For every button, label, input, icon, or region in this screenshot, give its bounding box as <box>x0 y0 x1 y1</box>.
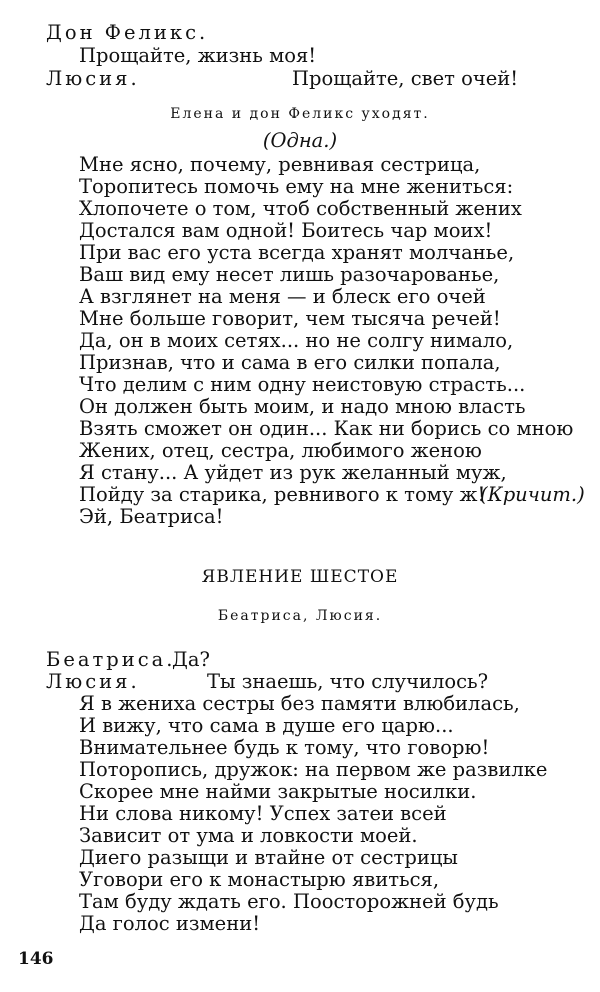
verse-line: Признав, что и сама в его силки попала, <box>79 351 501 374</box>
verse-line: Ваш вид ему несет лишь разочарованье, <box>79 263 500 286</box>
verse-line: Мне ясно, почему, ревнивая сестрица, <box>79 153 481 176</box>
scene-cast: Беатриса, Люсия. <box>217 608 383 624</box>
verse-line: Там буду ждать его. Поосторожней будь <box>79 890 499 913</box>
verse-line: Взять сможет он один... Как ни борись со мною <box>79 417 574 440</box>
speaker-lusia: Люсия. <box>46 67 140 90</box>
verse-line: Хлопочете о том, чтоб собственный жених <box>79 197 522 220</box>
verse-line: Внимательнее будь к тому, что говорю! <box>79 736 490 759</box>
verse-line: Поторопись, дружок: на первом же развилке <box>79 758 548 781</box>
verse-line: Ни слова никому! Успех затеи всей <box>79 802 447 825</box>
verse-line: Достался вам одной! Боитесь чар моих! <box>79 219 493 242</box>
verse-line: Эй, Беатриса! <box>79 505 224 528</box>
verse-line: Мне больше говорит, чем тысяча речей! <box>79 307 501 330</box>
verse-line: А взглянет на меня — и блеск его очей <box>79 285 486 308</box>
lusia-line: Прощайте, свет очей! <box>292 67 519 90</box>
verse-line: Уговори его к монастырю явиться, <box>79 868 440 891</box>
verse-line: Пойду за старика, ревнивого к тому ж! <box>79 483 486 506</box>
speaker-beatrisa: Беатриса. <box>46 648 176 671</box>
verse-line: Да голос измени! <box>79 912 261 935</box>
felix-line: Прощайте, жизнь моя! <box>79 44 317 67</box>
page-number: 146 <box>18 949 54 969</box>
verse-line: И вижу, что сама в душе его царю... <box>79 714 454 737</box>
aside-shouts: (Кричит.) <box>480 483 585 506</box>
aside-alone: (Одна.) <box>262 129 338 152</box>
stage-direction: Елена и дон Феликс уходят. <box>170 106 430 122</box>
verse-line: Что делим с ним одну неистовую страсть... <box>79 373 526 396</box>
verse-line: При вас его уста всегда хранят молчанье, <box>79 241 515 264</box>
verse-line: Да, он в моих сетях... но не солгу нимало, <box>79 329 514 352</box>
verse-line: Диего разыщи и втайне от сестрицы <box>79 846 458 869</box>
lusia-line: Ты знаешь, что случилось? <box>207 670 489 693</box>
verse-line: Я в жениха сестры без памяти влюбилась, <box>79 692 520 715</box>
scene-heading: ЯВЛЕНИЕ ШЕСТОЕ <box>201 567 399 587</box>
verse-line: Жених, отец, сестра, любимого женою <box>79 439 482 462</box>
verse-line: Скорее мне найми закрытые носилки. <box>79 780 477 803</box>
speaker-lusia: Люсия. <box>46 670 140 693</box>
verse-line: Он должен быть моим, и надо мною власть <box>79 395 526 418</box>
verse-line: Торопитесь помочь ему на мне жениться: <box>79 175 514 198</box>
beatrisa-line: Да? <box>172 648 210 671</box>
speaker-don-felix: Дон Феликс. <box>46 21 209 44</box>
verse-line: Зависит от ума и ловкости моей. <box>79 824 418 847</box>
verse-line: Я стану... А уйдет из рук желанный муж, <box>79 461 507 484</box>
